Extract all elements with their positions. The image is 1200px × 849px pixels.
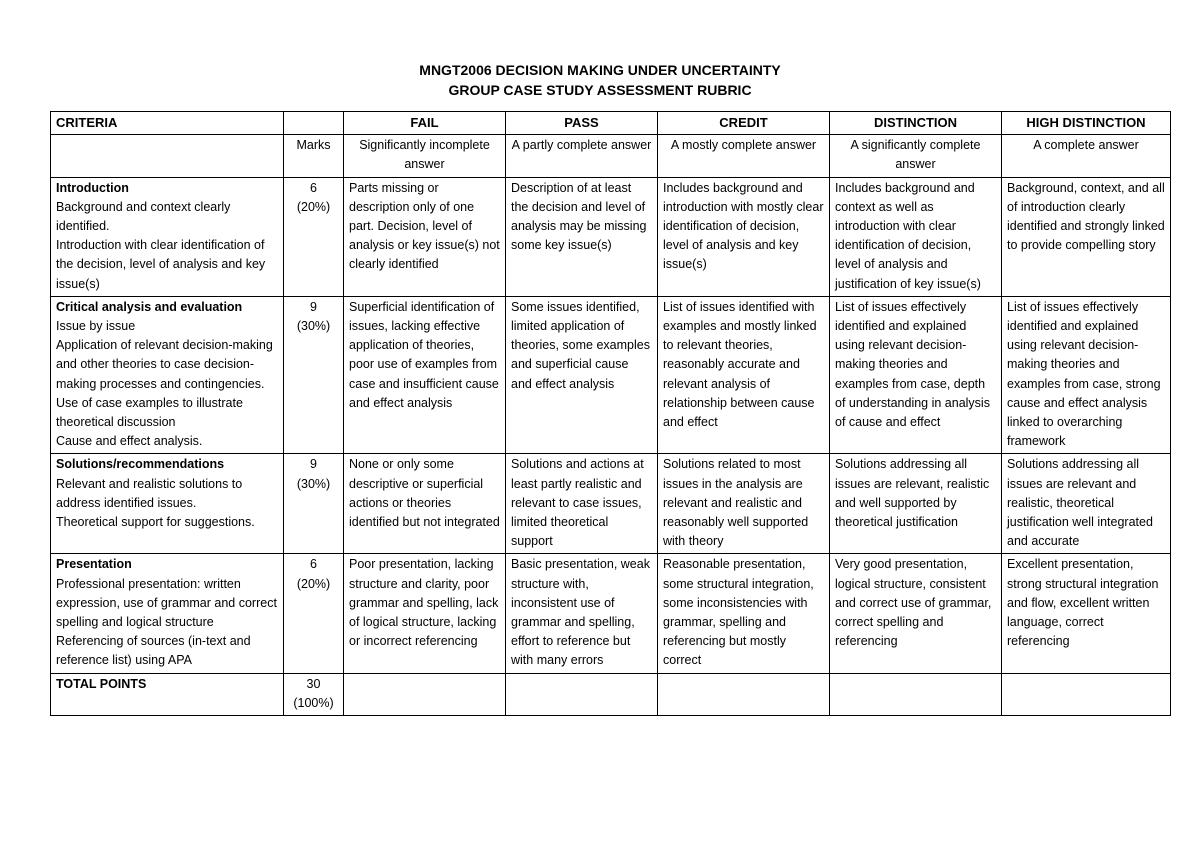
criteria-line: Background and context clearly identified. (56, 199, 231, 234)
criteria-line: Use of case examples to illustrate theoretical discussion (56, 395, 243, 430)
criteria-cell (51, 454, 284, 554)
pass-cell: Description of at least the decision and level of analysis may be missing some key issue(s) (506, 177, 658, 296)
total-row (51, 673, 1171, 715)
subheader-high-distinction: A complete answer (1002, 135, 1171, 177)
header-pass: PASS (506, 112, 658, 135)
rubric-title: GROUP CASE STUDY ASSESSMENT RUBRIC (448, 82, 752, 98)
credit-cell: Reasonable presentation, some structural integration, some inconsistencies with grammar, spelling and referencing but mostly correct (658, 554, 830, 673)
document-title (0, 60, 1200, 100)
total-marks-percent: (100%) (293, 695, 334, 710)
criteria-line: Referencing of sources (in-text and reference list) using APA (56, 634, 251, 668)
fail-cell: Parts missing or description only of one part. Decision, level of analysis or key issue(s) not clearly identified (344, 177, 506, 296)
marks-value: 9 (310, 299, 317, 314)
subheader-marks: Marks (284, 135, 344, 177)
subheader-pass: A partly complete answer (506, 135, 658, 177)
criteria-row-introduction (51, 177, 1171, 296)
total-empty-cell (344, 673, 506, 715)
subheader-row (51, 135, 1171, 177)
header-high-distinction: HIGH DISTINCTION (1002, 112, 1171, 135)
criteria-line: Relevant and realistic solutions to address identified issues. (56, 476, 243, 510)
distinction-cell: List of issues effectively identified and explained using relevant decision-making theories and examples from case, depth of understanding in analysis of cause and effect (830, 296, 1002, 454)
total-empty-cell (506, 673, 658, 715)
criteria-title: Critical analysis and evaluation (56, 299, 243, 314)
criteria-line: Professional presentation: written expression, use of grammar and correct spelling and logical structure (56, 576, 277, 630)
criteria-cell (51, 296, 284, 454)
subheader-distinction: A significantly complete answer (830, 135, 1002, 177)
criteria-line: Issue by issue (56, 319, 136, 334)
distinction-cell: Solutions addressing all issues are relevant, realistic and well supported by theoretical justification (830, 454, 1002, 554)
criteria-title: Presentation (56, 557, 132, 572)
high-distinction-cell: Excellent presentation, strong structural integration and flow, excellent written language, correct referencing (1002, 554, 1171, 673)
header-marks (284, 112, 344, 135)
criteria-cell (51, 177, 284, 296)
marks-cell (284, 554, 344, 673)
marks-value: 6 (310, 180, 317, 195)
criteria-title: Introduction (56, 180, 129, 195)
marks-percent: (30%) (296, 476, 331, 491)
criteria-line: Cause and effect analysis. (56, 434, 203, 449)
marks-cell (284, 454, 344, 554)
credit-cell: Solutions related to most issues in the analysis are relevant and realistic and reasonably well supported with theory (658, 454, 830, 554)
criteria-line: Introduction with clear identification of the decision, level of analysis and key issue(s) (56, 238, 266, 291)
total-marks-cell (284, 673, 344, 715)
header-distinction: DISTINCTION (830, 112, 1002, 135)
criteria-line: Theoretical support for suggestions. (56, 515, 255, 530)
total-marks-value: 30 (306, 676, 321, 691)
pass-cell: Solutions and actions at least partly realistic and relevant to case issues, limited theoretical support (506, 454, 658, 554)
high-distinction-cell: Solutions addressing all issues are relevant and realistic, theoretical justification well integrated and accurate (1002, 454, 1171, 554)
criteria-row-critical-analysis (51, 296, 1171, 454)
header-fail: FAIL (344, 112, 506, 135)
subheader-fail: Significantly incomplete answer (344, 135, 506, 177)
credit-cell: List of issues identified with examples and mostly linked to relevant theories, reasonably accurate and relevant analysis of relationship between cause and effect (658, 296, 830, 454)
criteria-cell (51, 554, 284, 673)
total-label-cell (51, 673, 284, 715)
total-label: TOTAL POINTS (56, 676, 147, 691)
fail-cell: Poor presentation, lacking structure and clarity, poor grammar and spelling, lack of logical structure, lacking or incorrect referencing (344, 554, 506, 673)
criteria-title: Solutions/recommendations (56, 457, 225, 472)
criteria-row-solutions (51, 454, 1171, 554)
marks-cell (284, 296, 344, 454)
fail-cell: Superficial identification of issues, lacking effective application of theories, poor use of examples from case and insufficient cause and effect analysis (344, 296, 506, 454)
header-credit: CREDIT (658, 112, 830, 135)
pass-cell: Some issues identified, limited application of theories, some examples and superficial cause and effect analysis (506, 296, 658, 454)
criteria-row-presentation (51, 554, 1171, 673)
fail-cell: None or only some descriptive or superficial actions or theories identified but not integrated (344, 454, 506, 554)
credit-cell: Includes background and introduction with mostly clear identification of decision, level of analysis and key issue(s) (658, 177, 830, 296)
marks-cell (284, 177, 344, 296)
distinction-cell: Includes background and context as well as introduction with clear identification of decision, level of analysis and justification of key issue(s) (830, 177, 1002, 296)
header-criteria: CRITERIA (51, 112, 284, 135)
total-empty-cell (1002, 673, 1171, 715)
course-title: MNGT2006 DECISION MAKING UNDER UNCERTAINTY (419, 62, 781, 78)
high-distinction-cell: List of issues effectively identified and explained using relevant decision-making theories and examples from case, strong cause and effect analysis linked to overarching framework (1002, 296, 1171, 454)
total-empty-cell (830, 673, 1002, 715)
header-row (51, 112, 1171, 135)
marks-value: 9 (310, 457, 317, 472)
marks-percent: (20%) (296, 576, 331, 591)
assessment-rubric-table (50, 111, 1171, 716)
subheader-credit: A mostly complete answer (658, 135, 830, 177)
high-distinction-cell: Background, context, and all of introduction clearly identified and strongly linked to provide compelling story (1002, 177, 1171, 296)
marks-percent: (20%) (296, 199, 331, 214)
total-empty-cell (658, 673, 830, 715)
subheader-criteria (51, 135, 284, 177)
marks-value: 6 (310, 557, 317, 572)
criteria-line: Application of relevant decision-making and other theories to case decision-making processes and contingencies. (56, 338, 273, 391)
pass-cell: Basic presentation, weak structure with, inconsistent use of grammar and spelling, effort to reference but with many errors (506, 554, 658, 673)
distinction-cell: Very good presentation, logical structure, consistent and correct use of grammar, correct spelling and referencing (830, 554, 1002, 673)
marks-percent: (30%) (296, 319, 331, 334)
